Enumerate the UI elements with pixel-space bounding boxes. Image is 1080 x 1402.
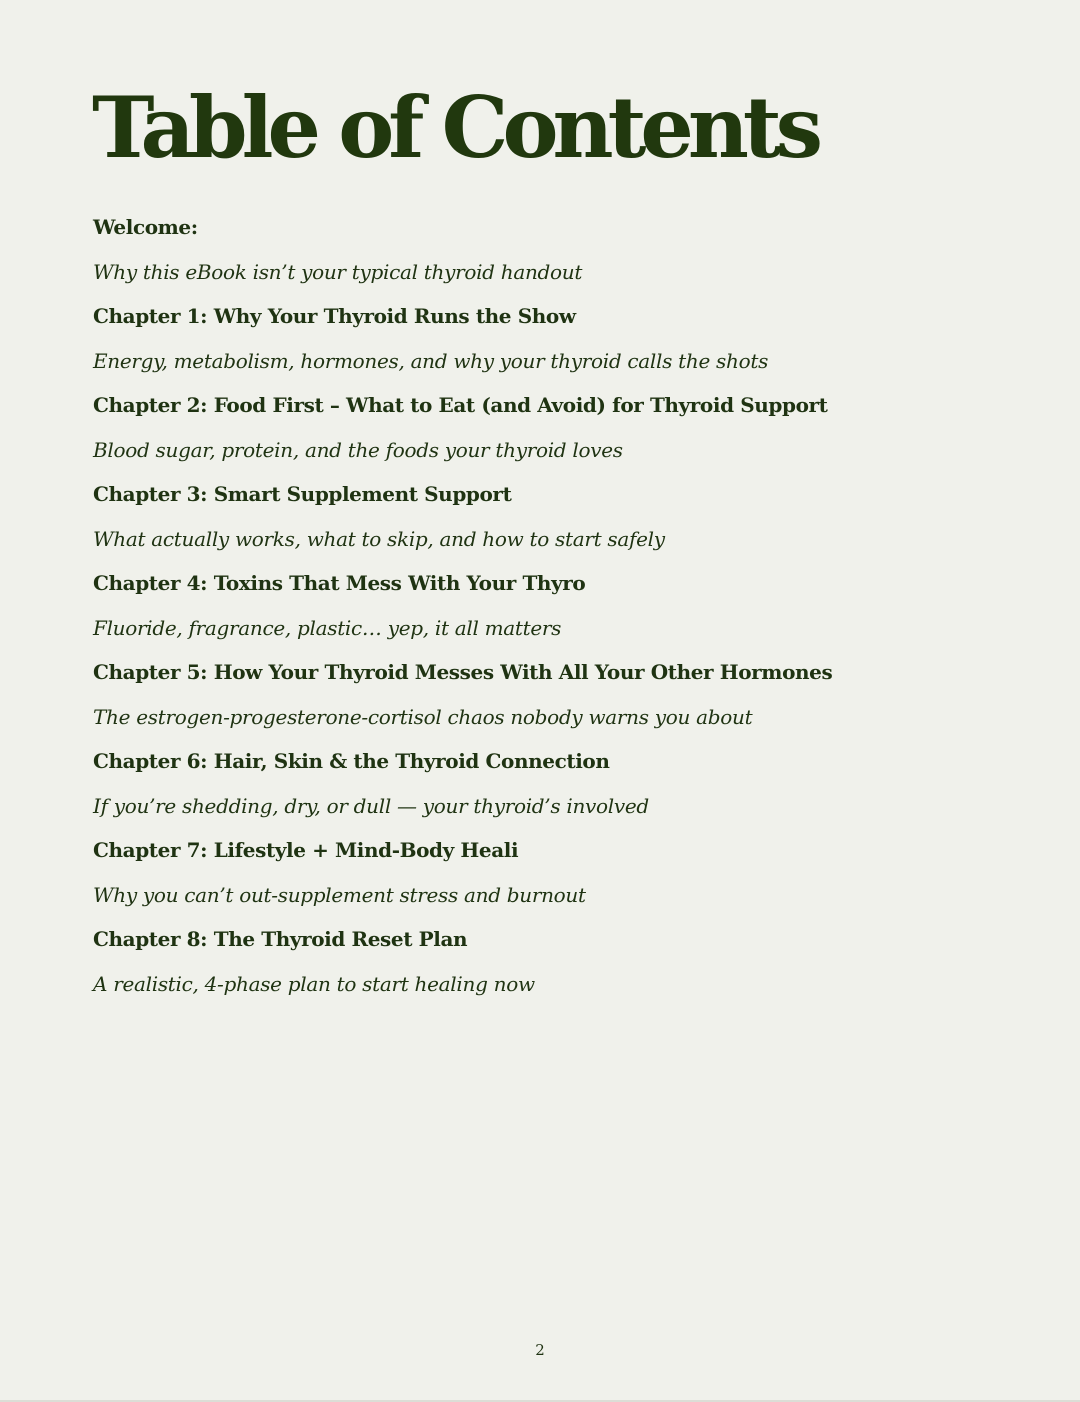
toc-entry-heading: Chapter 2: Food First – What to Eat (and Avoid) for Thyroid Support — [93, 393, 828, 417]
toc-entry-description: Why you can’t out-supplement stress and burnout — [93, 883, 586, 907]
toc-entry-heading: Chapter 3: Smart Supplement Support — [93, 482, 512, 506]
toc-entry-chapter-2 — [93, 383, 993, 472]
toc-entry-description: Why this eBook isn’t your typical thyroid handout — [93, 260, 583, 284]
toc-entry-chapter-5 — [93, 650, 993, 739]
toc-entry-chapter-4 — [93, 561, 993, 650]
toc-entry-description: The estrogen-progesterone-cortisol chaos nobody warns you about — [93, 705, 753, 729]
toc-entry-heading: Chapter 4: Toxins That Mess With Your Thyro — [93, 571, 586, 595]
table-of-contents-list — [93, 205, 993, 1006]
toc-entry-heading: Chapter 6: Hair, Skin & the Thyroid Connection — [93, 749, 610, 773]
toc-entry-description: A realistic, 4-phase plan to start healing now — [93, 972, 535, 996]
toc-entry-description: What actually works, what to skip, and how to start safely — [93, 527, 665, 551]
toc-entry-description: Energy, metabolism, hormones, and why your thyroid calls the shots — [93, 349, 769, 373]
page-title: Table of Contents — [92, 78, 817, 177]
page-number: 2 — [535, 1341, 545, 1359]
toc-entry-welcome — [93, 205, 993, 294]
toc-entry-chapter-6 — [93, 739, 993, 828]
toc-entry-chapter-3 — [93, 472, 993, 561]
toc-entry-description: Fluoride, fragrance, plastic… yep, it all matters — [93, 616, 562, 640]
toc-entry-heading: Chapter 5: How Your Thyroid Messes With All Your Other Hormones — [93, 660, 833, 684]
toc-entry-heading: Chapter 8: The Thyroid Reset Plan — [93, 927, 468, 951]
toc-entry-description: Blood sugar, protein, and the foods your thyroid loves — [93, 438, 623, 462]
toc-entry-heading: Welcome: — [93, 215, 198, 239]
toc-entry-description: If you’re shedding, dry, or dull — your thyroid’s involved — [93, 794, 649, 818]
toc-entry-heading: Chapter 1: Why Your Thyroid Runs the Show — [93, 304, 576, 328]
toc-entry-chapter-8 — [93, 917, 993, 1006]
toc-entry-chapter-7 — [93, 828, 993, 917]
toc-entry-chapter-1 — [93, 294, 993, 383]
toc-entry-heading: Chapter 7: Lifestyle + Mind-Body Heali — [93, 838, 519, 862]
